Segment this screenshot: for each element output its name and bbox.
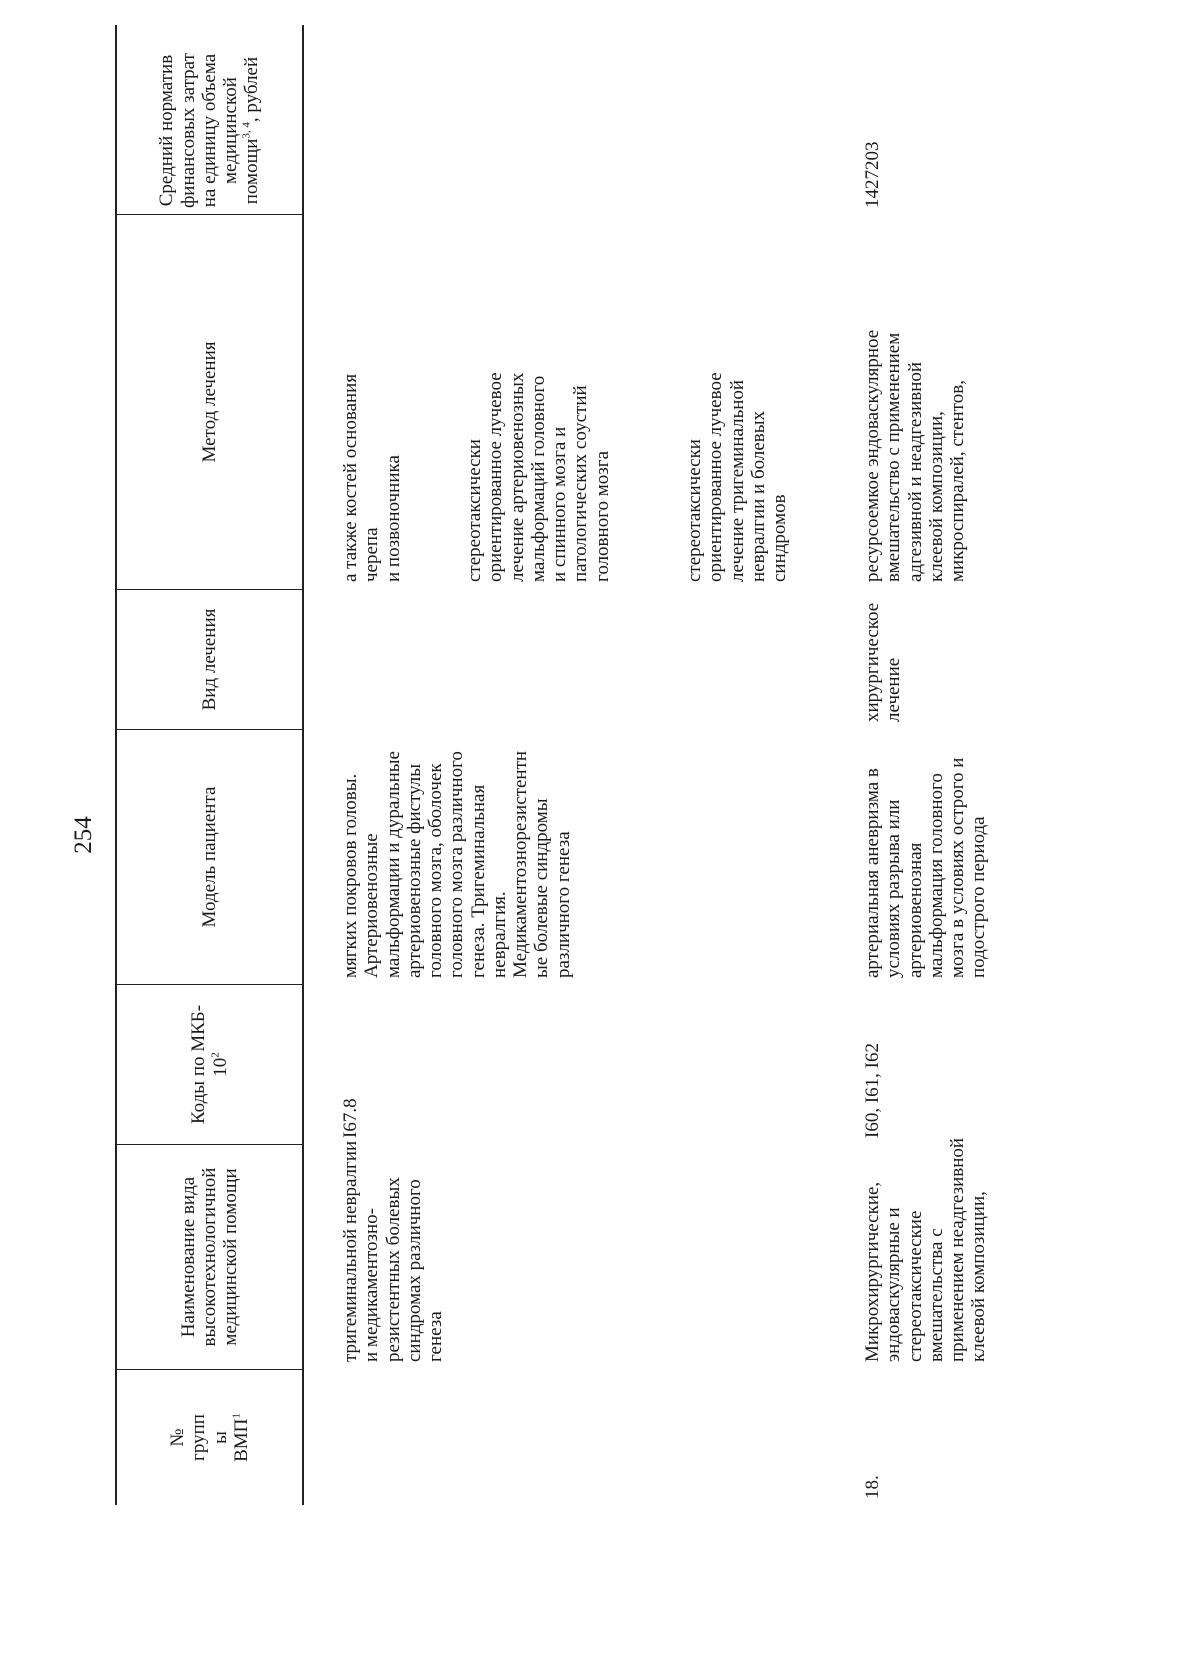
row-cost: 1427203 (862, 141, 883, 208)
header-treatment-type-text: Вид лечения (198, 608, 220, 711)
header-codes-footnote: 2 (209, 1052, 222, 1058)
header-name-text: Наименование вида высокотехнологичной медицинской помощи (177, 1167, 242, 1347)
header-model (117, 730, 302, 985)
header-name (117, 1145, 302, 1370)
row-treatment-type: хирургическое лечение (862, 602, 905, 722)
header-cost-unit: , рублей (241, 56, 263, 123)
row-codes: I60, I61, I62 (862, 1043, 883, 1138)
row-method: а также костей основания черепа и позвоночника (340, 373, 404, 582)
row-name: тригеминальной невралгии и медикаментозно- резистентных болевых синдромах различного генеза (340, 1140, 447, 1362)
header-cost-footnote: 3, 4 (241, 122, 254, 139)
header-group-no-text: № групп ы ВМП (166, 1414, 252, 1462)
header-cost-text: Средний норматив финансовых затрат на единицу объема медицинской помощи (156, 53, 263, 208)
header-group-no (117, 1370, 302, 1505)
row-name: Микрохирургические, эндоваскулярные и стереотаксические вмешательства с применением неадгезивной клеевой композиции, (862, 1137, 990, 1362)
row-method: стереотаксически ориентированное лучевое лечение тригеминальной невралгии и болевых синдромов (684, 372, 791, 582)
header-method (117, 215, 302, 590)
page-number: 254 (70, 816, 97, 854)
table-header (115, 25, 304, 1505)
header-codes (117, 985, 302, 1145)
row-method: стереотаксически ориентированное лучевое лечение артериовенозных мальформаций головного и спинного мозга и патологических соустий головного мозга (464, 372, 613, 582)
row-model: артериальная аневризма в условиях разрыва или артериовенозная мальформация головного мозга в условиях острого и подострого периода (862, 757, 990, 978)
header-group-no-footnote: 1 (230, 1413, 243, 1419)
header-model-text: Модель пациента (198, 786, 220, 928)
row-model: мягких покровов головы. Артериовенозные мальформации и дуральные артериовенозные фистулы головного мозга, оболочек головного мозга различного генеза. Тригеминальная невралгия. Медикаментознорезистентн ые болевые синдромы различного генеза (340, 750, 574, 978)
row-group-no: 18. (862, 1475, 883, 1499)
header-treatment-type (117, 590, 302, 730)
header-method-text: Метод лечения (198, 341, 220, 463)
header-codes-text: Коды по МКБ- 10 (188, 1004, 231, 1125)
row-codes: I67.8 (340, 1098, 361, 1138)
row-method: ресурсоемкое эндоваскулярное вмешательство с применением адгезивной и неадгезивной клеевой композиции, микроспиралей, стентов, (862, 329, 969, 582)
header-cost (117, 25, 302, 215)
